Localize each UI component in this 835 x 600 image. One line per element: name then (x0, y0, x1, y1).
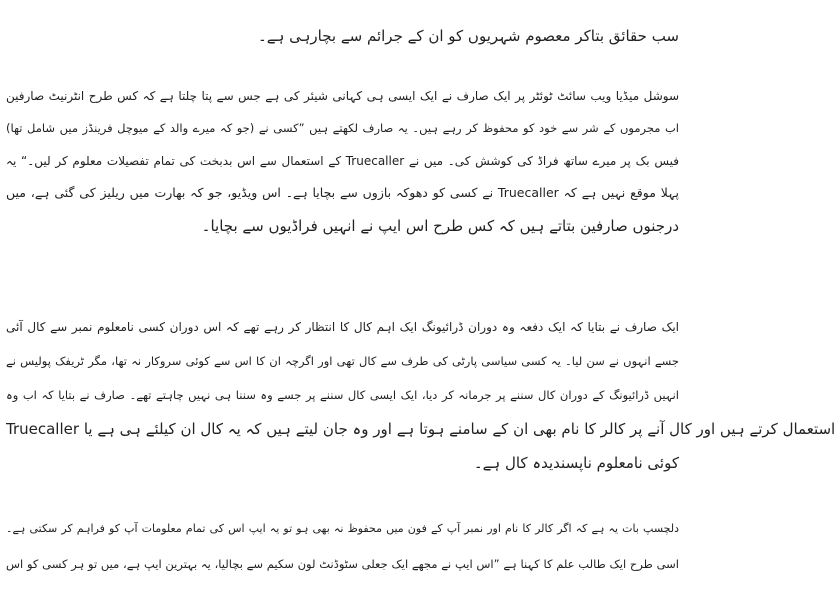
paragraph-line: درجنوں صارفین بتاتے ہیں کہ کس طرح اس ایپ نے انہیں فراڈیوں سے بچایا۔ (201, 217, 679, 235)
paragraph-line: پہلا موقع نہیں ہے کہ Truecaller نے کسی کو دھوکہ بازوں سے بچایا ہے۔ اس ویڈیو، جو کہ بھارت میں ریلیز کی گئی ہے، میں (6, 185, 679, 200)
paragraph-line: جسے انہوں نے سن لیا۔ یہ کسی سیاسی پارٹی کی طرف سے کال تھی اور اگرچہ ان کا اس سے کوئی سروکار نہ تھا، مگر ٹریفک پولیس نے (6, 354, 679, 368)
paragraph-line: انہیں ڈرائیونگ کے دوران کال سننے پر جرمانہ کر دیا، ایک ایسی کال سننے پر جسے وہ سننا ہی نہیں چاہتے تھے۔ صارف نے بتایا کہ اب وہ (6, 388, 679, 402)
paragraph-line: دلچسپ بات یہ ہے کہ اگر کالر کا نام اور نمبر آپ کے فون میں محفوظ نہ بھی ہو تو یہ ایپ اس کی تمام معلومات آپ کو فراہم کر سکتی ہے۔ (6, 522, 679, 535)
paragraph-line: اسی طرح ایک طالب علم کا کہنا ہے ”اس ایپ نے مجھے ایک جعلی سٹوڈنٹ لون سکیم سے بچالیا، یہ بہترین ایپ ہے، میں تو ہر کسی کو اس (6, 557, 679, 571)
paragraph-line: کوئی نامعلوم ناپسندیدہ کال ہے۔ (473, 454, 679, 472)
paragraph-line: Truecaller استعمال کرتے ہیں اور کال آنے پر کالر کا نام بھی ان کے سامنے ہوتا ہے اور وہ جان لیتے ہیں کہ یہ کال ان کیلئے ہی ہے یا (6, 420, 835, 438)
paragraph-line: اب مجرموں کے شر سے خود کو محفوظ کر رہے ہیں۔ یہ صارف لکھتے ہیں ”کسی نے (جو کہ میرے والد کے میوچل فرینڈز میں شامل تھا) (6, 121, 679, 135)
paragraph-line: فیس بک پر میرے ساتھ فراڈ کی کوشش کی۔ میں نے Truecaller کے استعمال سے اس بدبخت کی تمام تفصیلات معلوم کر لیں۔“ یہ (6, 154, 679, 168)
paragraph-line: ایک صارف نے بتایا کہ ایک دفعہ وہ دوران ڈرائیونگ ایک اہم کال کا انتظار کر رہے تھے کہ اس دوران کسی نامعلوم نمبر سے کال آئی (6, 320, 679, 334)
paragraph-line: سوشل میڈیا ویب سائٹ ٹوئٹر پر ایک صارف نے ایک ایسی ہی کہانی شیئر کی ہے جس سے پتا چلتا ہے کہ کس طرح انٹرنیٹ صارفین (6, 89, 679, 103)
paragraph-line: سب حقائق بتاکر معصوم شہریوں کو ان کے جرائم سے بچارہی ہے۔ (257, 27, 679, 45)
